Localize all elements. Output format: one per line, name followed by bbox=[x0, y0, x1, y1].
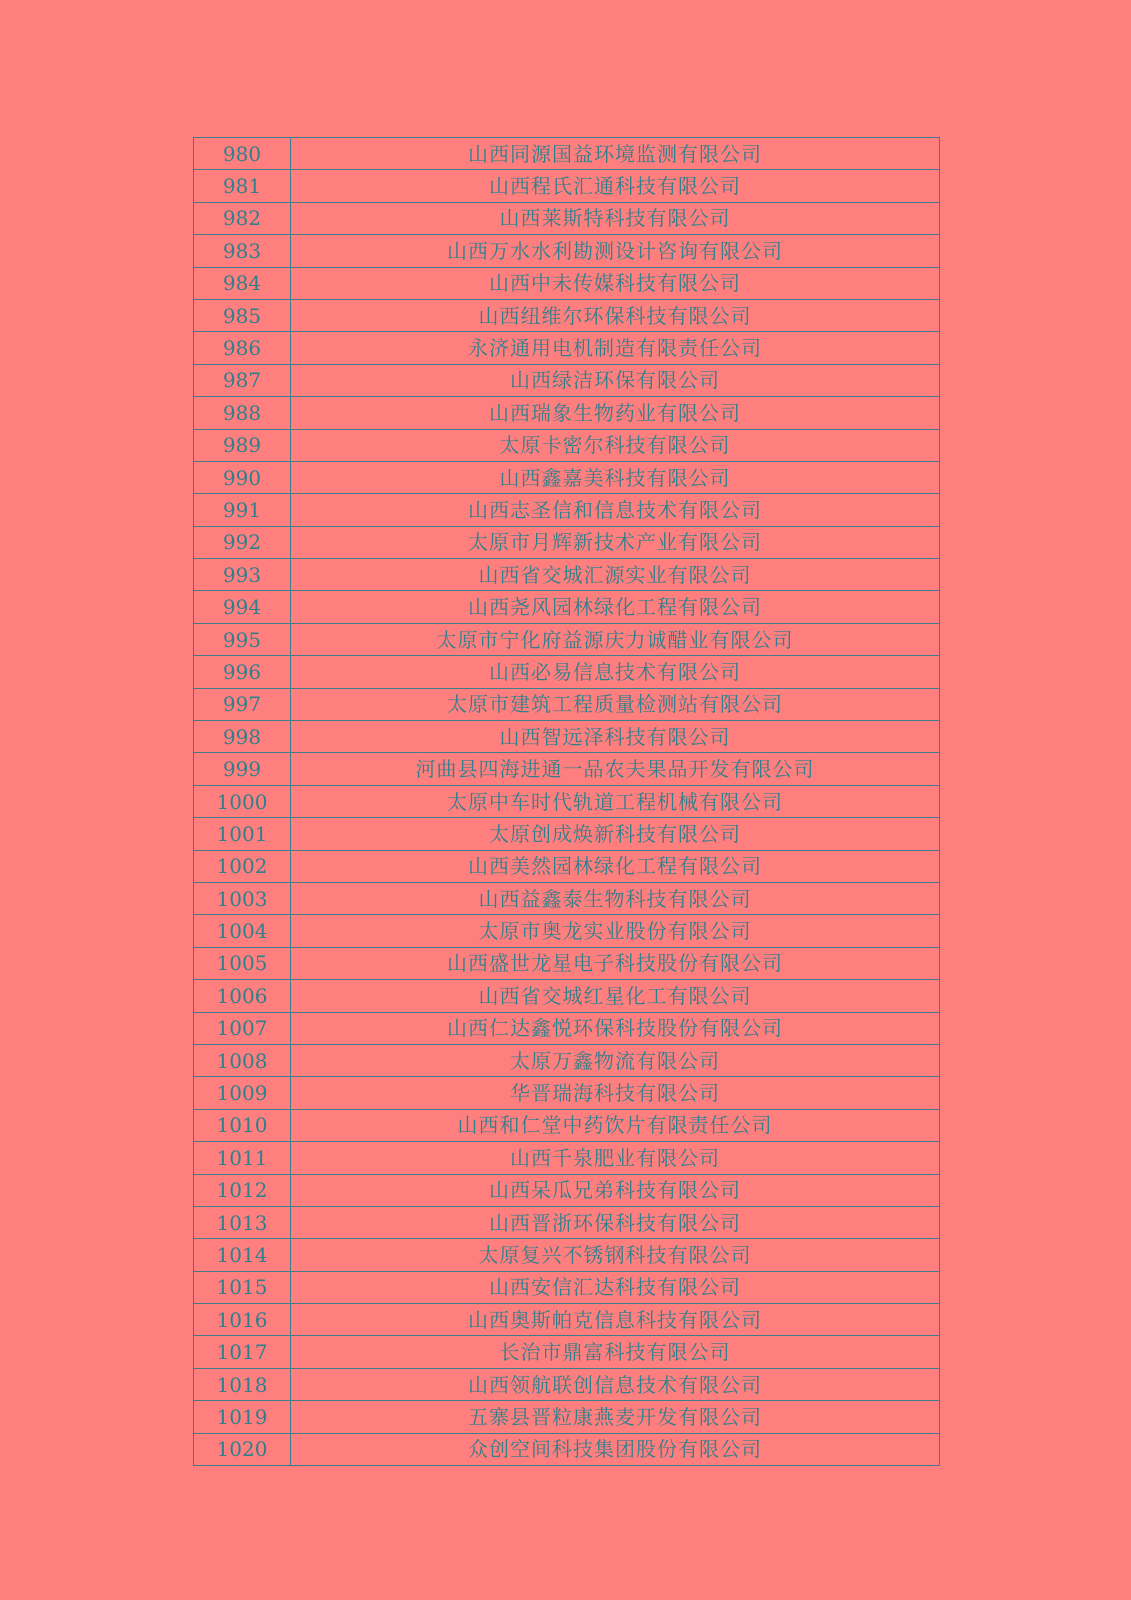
row-number: 1020 bbox=[194, 1433, 291, 1465]
company-list-table bbox=[193, 137, 940, 1466]
company-name: 华晋瑞海科技有限公司 bbox=[291, 1077, 940, 1109]
company-name: 山西晋浙环保科技有限公司 bbox=[291, 1206, 940, 1238]
company-list-body bbox=[194, 138, 940, 1466]
row-number: 997 bbox=[194, 688, 291, 720]
company-name: 山西领航联创信息技术有限公司 bbox=[291, 1368, 940, 1400]
row-number: 984 bbox=[194, 267, 291, 299]
table-row bbox=[194, 721, 940, 753]
table-row bbox=[194, 818, 940, 850]
row-number: 1002 bbox=[194, 850, 291, 882]
row-number: 983 bbox=[194, 235, 291, 267]
row-number: 981 bbox=[194, 170, 291, 202]
row-number: 989 bbox=[194, 429, 291, 461]
company-name: 山西中未传媒科技有限公司 bbox=[291, 267, 940, 299]
company-name: 山西盛世龙星电子科技股份有限公司 bbox=[291, 947, 940, 979]
row-number: 1010 bbox=[194, 1109, 291, 1141]
company-name: 太原市奥龙实业股份有限公司 bbox=[291, 915, 940, 947]
company-name: 太原市宁化府益源庆力诚醋业有限公司 bbox=[291, 623, 940, 655]
row-number: 1019 bbox=[194, 1401, 291, 1433]
company-name: 永济通用电机制造有限责任公司 bbox=[291, 332, 940, 364]
company-name: 山西省交城汇源实业有限公司 bbox=[291, 559, 940, 591]
table-row bbox=[194, 915, 940, 947]
row-number: 1017 bbox=[194, 1336, 291, 1368]
row-number: 987 bbox=[194, 364, 291, 396]
table-row bbox=[194, 1401, 940, 1433]
table-row bbox=[194, 235, 940, 267]
table-row bbox=[194, 1012, 940, 1044]
row-number: 1016 bbox=[194, 1304, 291, 1336]
company-name: 太原复兴不锈钢科技有限公司 bbox=[291, 1239, 940, 1271]
row-number: 993 bbox=[194, 559, 291, 591]
row-number: 1003 bbox=[194, 882, 291, 914]
company-name: 山西同源国益环境监测有限公司 bbox=[291, 138, 940, 170]
row-number: 1011 bbox=[194, 1142, 291, 1174]
row-number: 999 bbox=[194, 753, 291, 785]
row-number: 1009 bbox=[194, 1077, 291, 1109]
row-number: 994 bbox=[194, 591, 291, 623]
row-number: 996 bbox=[194, 656, 291, 688]
company-name: 山西纽维尔环保科技有限公司 bbox=[291, 299, 940, 331]
table-row bbox=[194, 1433, 940, 1465]
table-row bbox=[194, 1368, 940, 1400]
company-name: 山西奥斯帕克信息科技有限公司 bbox=[291, 1304, 940, 1336]
company-name: 河曲县四海进通一品农夫果品开发有限公司 bbox=[291, 753, 940, 785]
company-name: 太原市建筑工程质量检测站有限公司 bbox=[291, 688, 940, 720]
row-number: 1007 bbox=[194, 1012, 291, 1044]
row-number: 990 bbox=[194, 461, 291, 493]
table-row bbox=[194, 688, 940, 720]
company-name: 山西志圣信和信息技术有限公司 bbox=[291, 494, 940, 526]
table-row bbox=[194, 526, 940, 558]
table-row bbox=[194, 1304, 940, 1336]
row-number: 1013 bbox=[194, 1206, 291, 1238]
table-row bbox=[194, 1174, 940, 1206]
table-row bbox=[194, 364, 940, 396]
row-number: 1005 bbox=[194, 947, 291, 979]
company-name: 山西莱斯特科技有限公司 bbox=[291, 202, 940, 234]
company-name: 山西必易信息技术有限公司 bbox=[291, 656, 940, 688]
table-row bbox=[194, 1336, 940, 1368]
table-row bbox=[194, 1142, 940, 1174]
table-row bbox=[194, 753, 940, 785]
table-row bbox=[194, 267, 940, 299]
row-number: 1018 bbox=[194, 1368, 291, 1400]
table-row bbox=[194, 882, 940, 914]
row-number: 1012 bbox=[194, 1174, 291, 1206]
table-row bbox=[194, 299, 940, 331]
row-number: 980 bbox=[194, 138, 291, 170]
company-name: 太原市月辉新技术产业有限公司 bbox=[291, 526, 940, 558]
company-name: 太原创成焕新科技有限公司 bbox=[291, 818, 940, 850]
row-number: 986 bbox=[194, 332, 291, 364]
row-number: 998 bbox=[194, 721, 291, 753]
row-number: 985 bbox=[194, 299, 291, 331]
table-row bbox=[194, 1077, 940, 1109]
table-row bbox=[194, 1239, 940, 1271]
company-name: 山西千泉肥业有限公司 bbox=[291, 1142, 940, 1174]
row-number: 1000 bbox=[194, 785, 291, 817]
company-name: 山西尧风园林绿化工程有限公司 bbox=[291, 591, 940, 623]
row-number: 1015 bbox=[194, 1271, 291, 1303]
company-name: 山西绿洁环保有限公司 bbox=[291, 364, 940, 396]
company-name: 五寨县晋粒康燕麦开发有限公司 bbox=[291, 1401, 940, 1433]
company-name: 山西和仁堂中药饮片有限责任公司 bbox=[291, 1109, 940, 1141]
company-name: 山西安信汇达科技有限公司 bbox=[291, 1271, 940, 1303]
company-name: 长治市鼎富科技有限公司 bbox=[291, 1336, 940, 1368]
company-name: 众创空间科技集团股份有限公司 bbox=[291, 1433, 940, 1465]
table-row bbox=[194, 332, 940, 364]
table-row bbox=[194, 559, 940, 591]
company-name: 山西仁达鑫悦环保科技股份有限公司 bbox=[291, 1012, 940, 1044]
table-row bbox=[194, 494, 940, 526]
table-row bbox=[194, 138, 940, 170]
table-row bbox=[194, 1271, 940, 1303]
company-name: 山西省交城红星化工有限公司 bbox=[291, 980, 940, 1012]
company-name: 太原中车时代轨道工程机械有限公司 bbox=[291, 785, 940, 817]
table-row bbox=[194, 623, 940, 655]
company-name: 山西万水水利勘测设计咨询有限公司 bbox=[291, 235, 940, 267]
table-row bbox=[194, 1044, 940, 1076]
table-row bbox=[194, 397, 940, 429]
table-row bbox=[194, 1109, 940, 1141]
table-row bbox=[194, 429, 940, 461]
table-row bbox=[194, 461, 940, 493]
row-number: 995 bbox=[194, 623, 291, 655]
row-number: 1014 bbox=[194, 1239, 291, 1271]
table-row bbox=[194, 947, 940, 979]
table-row bbox=[194, 656, 940, 688]
table-row bbox=[194, 785, 940, 817]
row-number: 992 bbox=[194, 526, 291, 558]
row-number: 1008 bbox=[194, 1044, 291, 1076]
row-number: 988 bbox=[194, 397, 291, 429]
table-row bbox=[194, 980, 940, 1012]
row-number: 1006 bbox=[194, 980, 291, 1012]
company-name: 山西美然园林绿化工程有限公司 bbox=[291, 850, 940, 882]
table-row bbox=[194, 591, 940, 623]
company-name: 山西智远泽科技有限公司 bbox=[291, 721, 940, 753]
company-name: 山西程氏汇通科技有限公司 bbox=[291, 170, 940, 202]
row-number: 1001 bbox=[194, 818, 291, 850]
table-row bbox=[194, 1206, 940, 1238]
table-row bbox=[194, 202, 940, 234]
row-number: 991 bbox=[194, 494, 291, 526]
row-number: 982 bbox=[194, 202, 291, 234]
company-name: 山西呆瓜兄弟科技有限公司 bbox=[291, 1174, 940, 1206]
company-name: 山西鑫嘉美科技有限公司 bbox=[291, 461, 940, 493]
table-row bbox=[194, 850, 940, 882]
row-number: 1004 bbox=[194, 915, 291, 947]
company-name: 山西瑞象生物药业有限公司 bbox=[291, 397, 940, 429]
table-row bbox=[194, 170, 940, 202]
company-name: 太原万鑫物流有限公司 bbox=[291, 1044, 940, 1076]
company-name: 太原卡密尔科技有限公司 bbox=[291, 429, 940, 461]
company-name: 山西益鑫泰生物科技有限公司 bbox=[291, 882, 940, 914]
